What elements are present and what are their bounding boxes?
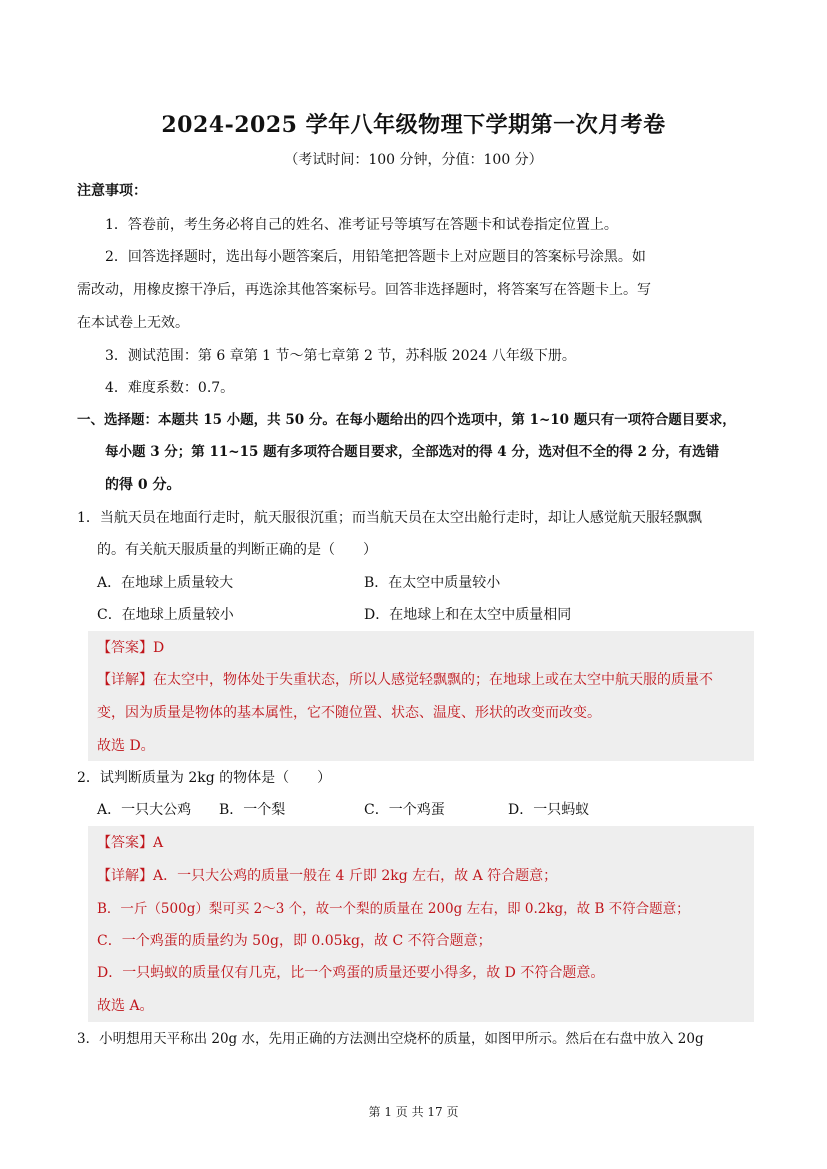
section-heading-line1: 一、选择题：本题共 15 小题，共 50 分。在每小题给出的四个选项中，第 1~10 题只有一项符合题目要求， — [77, 412, 736, 428]
q1-option-c: C．在地球上质量较小 — [97, 607, 234, 623]
q2-stem: 2．试判断质量为 2kg 的物体是（ ） — [77, 770, 332, 786]
q1-stem-line1: 1．当航天员在地面行走时，航天服很沉重；而当航天员在太空出舱行走时，却让人感觉航天服轻飘飘 — [77, 510, 702, 526]
q2-detail-tag: 【详解】 — [97, 868, 153, 884]
q2-answer-box — [88, 826, 754, 1022]
q2-answer: 【答案】A — [97, 835, 164, 851]
exam-subtitle: （考试时间：100 分钟，分值：100 分） — [284, 152, 543, 168]
section-heading-line2: 每小题 3 分；第 11~15 题有多项符合题目要求，全部选对的得 4 分，选对但不全的得 2 分，有选错 — [105, 444, 720, 460]
q2-conclusion: 故选 A。 — [97, 998, 154, 1014]
q2-detail-text1: A．一只大公鸡的质量一般在 4 斤即 2kg 左右，故 A 符合题意； — [153, 868, 558, 884]
note-3: 3．测试范围：第 6 章第 1 节～第七章第 2 节，苏科版 2024 八年级下册。 — [105, 348, 576, 364]
exam-title: 2024-2025 学年八年级物理下学期第一次月考卷 — [161, 112, 666, 138]
q3-stem-line1: 3．小明想用天平称出 20g 水，先用正确的方法测出空烧杯的质量，如图甲所示。然后在右盘中放入 20g — [77, 1031, 704, 1047]
q1-answer: 【答案】D — [97, 640, 165, 656]
q2-detail-line4: D．一只蚂蚁的质量仅有几克，比一个鸡蛋的质量还要小得多，故 D 不符合题意。 — [97, 965, 605, 981]
note-4: 4．难度系数：0.7。 — [105, 380, 235, 396]
q2-option-a: A．一只大公鸡 — [97, 802, 192, 818]
q1-answer-box — [88, 631, 754, 761]
q1-detail-text1: 在太空中，物体处于失重状态，所以人感觉轻飘飘的；在地球上或在太空中航天服的质量不 — [153, 672, 713, 688]
note-2-line3: 在本试卷上无效。 — [77, 315, 189, 331]
q1-detail-tag: 【详解】 — [97, 672, 153, 688]
q2-option-c: C．一个鸡蛋 — [364, 802, 445, 818]
notes-heading: 注意事项： — [77, 183, 147, 199]
q2-detail-line3: C．一个鸡蛋的质量约为 50g，即 0.05kg，故 C 不符合题意； — [97, 933, 492, 949]
q1-stem-line2: 的。有关航天服质量的判断正确的是（ ） — [97, 542, 377, 558]
q2-detail-line2: B．一斤（500g）梨可买 2～3 个，故一个梨的质量在 200g 左右，即 0.2kg，故 B 不符合题意； — [97, 901, 690, 917]
q1-detail-line2: 变，因为质量是物体的基本属性，它不随位置、状态、温度、形状的改变而改变。 — [97, 705, 601, 721]
section-heading-line3: 的得 0 分。 — [105, 477, 181, 493]
q1-conclusion: 故选 D。 — [97, 738, 155, 754]
q1-option-b: B．在太空中质量较小 — [364, 575, 501, 591]
q1-detail-line1 — [97, 670, 713, 690]
q2-detail-line1 — [97, 866, 557, 886]
note-2-line2: 需改动，用橡皮擦干净后，再选涂其他答案标号。回答非选择题时，将答案写在答题卡上。写 — [77, 282, 651, 298]
q1-option-a: A．在地球上质量较大 — [97, 575, 234, 591]
q2-option-b: B．一个梨 — [219, 802, 286, 818]
note-1: 1．答卷前，考生务必将自己的姓名、准考证号等填写在答题卡和试卷指定位置上。 — [105, 217, 618, 233]
q1-option-d: D．在地球上和在太空中质量相同 — [364, 607, 572, 623]
note-2-line1: 2．回答选择题时，选出每小题答案后，用铅笔把答题卡上对应题目的答案标号涂黑。如 — [105, 249, 646, 265]
q2-option-d: D．一只蚂蚁 — [508, 802, 590, 818]
page-footer: 第 1 页 共 17 页 — [368, 1105, 459, 1119]
